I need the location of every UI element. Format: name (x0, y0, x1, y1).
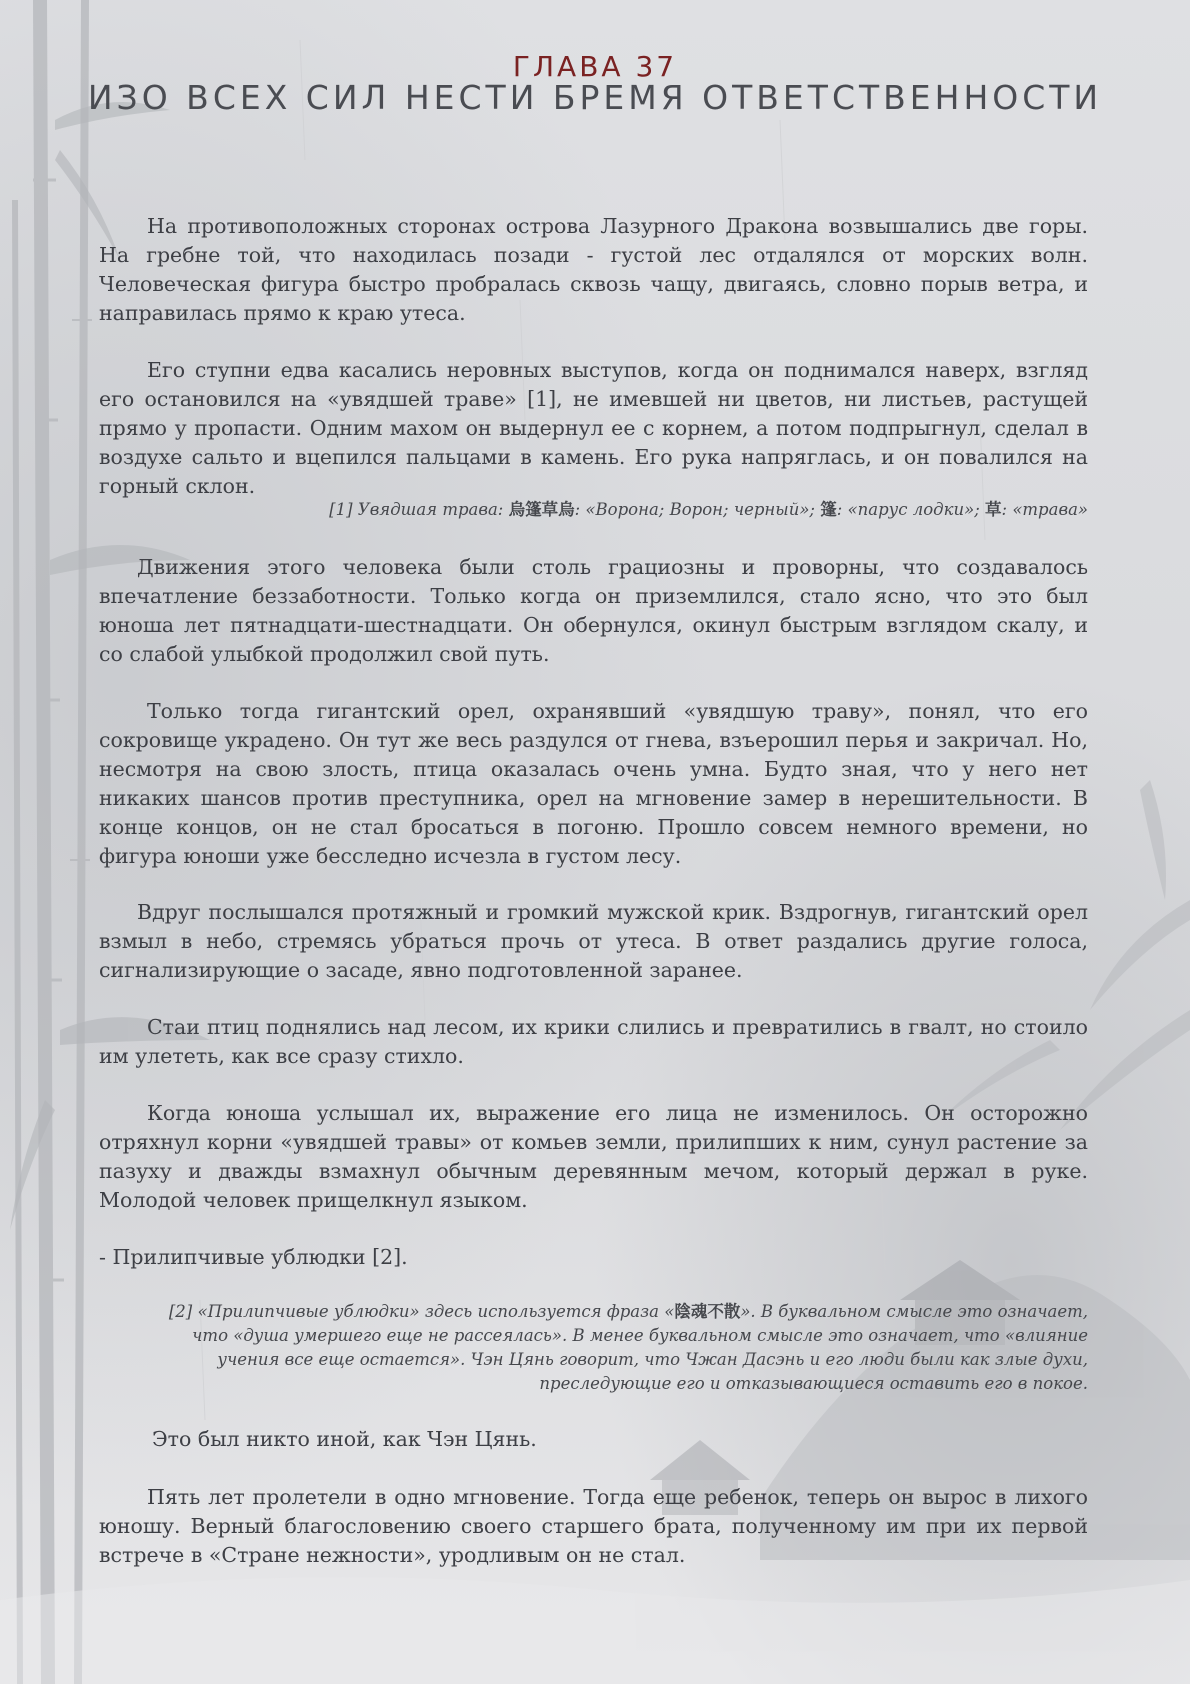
paragraph: Вдруг послышался протяжный и громкий мужской крик. Вздрогнув, гигантский орел взмыл в небо, стремясь убраться прочь от утеса. В ответ раздались другие голоса, сигнализирующие о засаде, явно подготовленной заранее. (99, 900, 1088, 982)
paragraph: Стаи птиц поднялись над лесом, их крики слились и превратились в гвалт, но стоило им улететь, как все сразу стихло. (99, 1015, 1088, 1068)
dialogue-line: - Прилипчивые ублюдки [2]. (99, 1245, 408, 1269)
chapter-label: ГЛАВА 37 (512, 50, 678, 83)
paragraph: Это был никто иной, как Чэн Цянь. (152, 1427, 537, 1451)
paragraph: Когда юноша услышал их, выражение его лица не изменилось. Он осторожно отряхнул корни «увядшей травы» от комьев земли, прилипших к ним, сунул растение за пазуху и дважды взмахнул обычным деревянным мечом, который держал в руке. Молодой человек прищелкнул языком. (99, 1101, 1088, 1212)
paragraph: Только тогда гигантский орел, охранявший «увядшую траву», понял, что его сокровище украдено. Он тут же весь раздулся от гнева, взъерошил перья и закричал. Но, несмотря на свою злость, птица оказалась очень умна. Будто зная, что у него нет никаких шансов против преступника, орел на мгновение замер в нерешительности. В конце концов, он не стал бросаться в погоню. Прошло совсем немного времени, но фигура юноши уже бесследно исчезла в густом лесу. (99, 699, 1088, 868)
footnote-2: [2] «Прилипчивые ублюдки» здесь используется фраза «陰魂不散». В буквальном смысле это означает, что «душа умершего еще не рассеялась». В менее буквальном смысле это означает, что «влияние учения все еще остается». Чэн Цянь говорит, что Чжан Дасэнь и его люди были как злые духи, преследующие его и отказывающиеся оставить его в покое. (168, 1302, 1088, 1393)
paragraph: На противоположных сторонах острова Лазурного Дракона возвышались две горы. На гребне той, что находилась позади - густой лес отдалялся от морских волн. Человеческая фигура быстро пробралась сквозь чащу, двигаясь, словно порыв ветра, и направилась прямо к краю утеса. (99, 214, 1088, 325)
chapter-title: ИЗО ВСЕХ СИЛ НЕСТИ БРЕМЯ ОТВЕТСТВЕННОСТИ (87, 78, 1103, 117)
footnote-1: [1] Увядшая трава: 烏篷草烏: «Ворона; Ворон; черный»; 篷: «парус лодки»; 草: «трава» (329, 500, 1088, 519)
paragraph: Пять лет пролетели в одно мгновение. Тогда еще ребенок, теперь он вырос в лихого юношу. Верный благословению своего старшего брата, полученному им при их первой встрече в «Стране нежности», уродливым он не стал. (99, 1485, 1088, 1567)
paragraph: Движения этого человека были столь грациозны и проворны, что создавалось впечатление беззаботности. Только когда он приземлился, стало ясно, что это был юноша лет пятнадцати-шестнадцати. Он обернулся, окинул быстрым взглядом скалу, и со слабой улыбкой продолжил свой путь. (99, 555, 1088, 666)
paragraph: Его ступни едва касались неровных выступов, когда он поднимался наверх, взгляд его остановился на «увядшей траве» [1], не имевшей ни цветов, ни листьев, растущей прямо у пропасти. Одним махом он выдернул ее с корнем, а потом подпрыгнул, сделал в воздухе сальто и вцепился пальцами в камень. Его рука напряглась, и он повалился на горный склон. (99, 358, 1088, 498)
